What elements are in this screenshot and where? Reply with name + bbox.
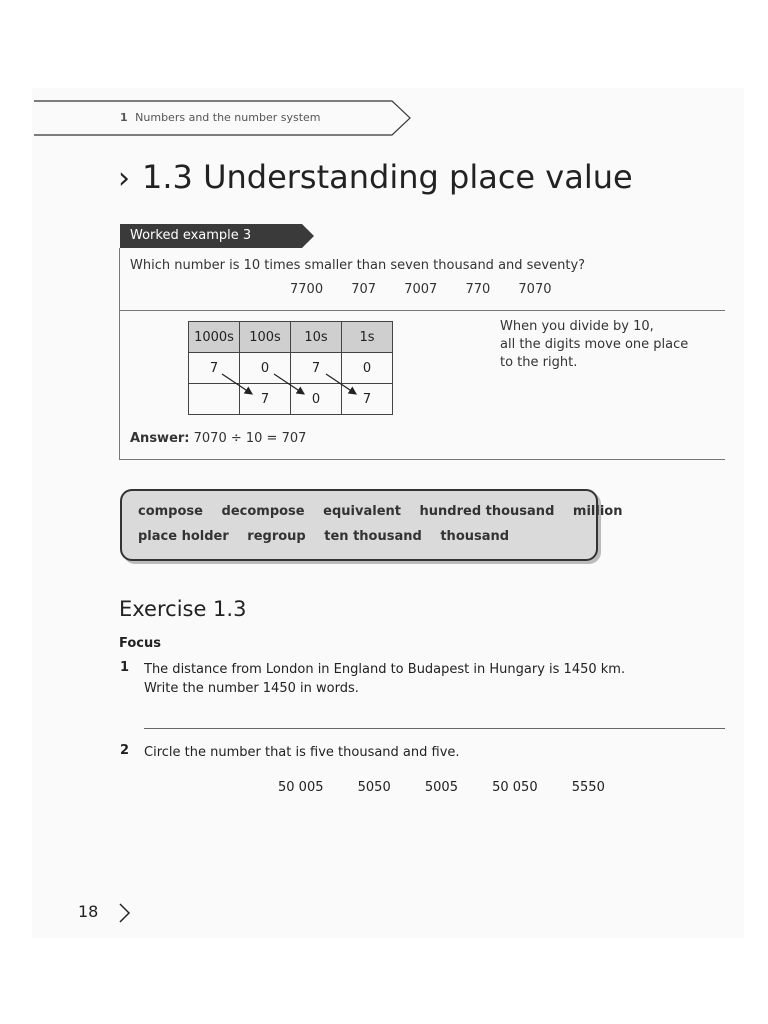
circle-option[interactable]: 5050: [357, 780, 391, 795]
chapter-number: 1: [120, 111, 128, 124]
option: 770: [465, 282, 491, 297]
key-word: decompose: [221, 504, 305, 519]
key-word: million: [572, 504, 623, 519]
answer-label: Answer:: [130, 431, 190, 446]
key-words-box: [120, 489, 623, 561]
section-title-text: 1.3 Understanding place value: [142, 158, 633, 196]
question-number: 2: [120, 743, 130, 758]
explanation-line: When you divide by 10,: [500, 319, 654, 334]
option: 7700: [290, 282, 324, 297]
table-cell: 0: [240, 353, 291, 384]
worked-example-options: [290, 282, 576, 297]
table-cell: 7: [342, 384, 393, 415]
key-word: place holder: [138, 529, 229, 544]
option: 7070: [518, 282, 552, 297]
key-word: thousand: [440, 529, 510, 544]
chevron-right-icon: ›: [118, 161, 130, 196]
table-cell: 0: [342, 353, 393, 384]
table-cell: 0: [291, 384, 342, 415]
key-word: ten thousand: [324, 529, 422, 544]
key-word: hundred thousand: [419, 504, 555, 519]
key-word: regroup: [247, 529, 306, 544]
circle-option[interactable]: 5005: [424, 780, 458, 795]
table-cell: [189, 384, 240, 415]
table-row: [189, 384, 393, 415]
answer-text: 7070 ÷ 10 = 707: [193, 431, 307, 446]
worked-example-answer: [130, 431, 306, 446]
question-2-text: Circle the number that is five thousand and five.: [144, 745, 460, 760]
question-line: Write the number 1450 in words.: [144, 681, 359, 696]
table-row: [189, 353, 393, 384]
chapter-title: [120, 111, 321, 124]
key-word: compose: [138, 504, 203, 519]
option: 707: [351, 282, 377, 297]
table-header: 1s: [342, 322, 393, 353]
question-2-options: [278, 780, 635, 795]
worked-example-bottom-rule: [119, 459, 725, 460]
question-1-text: [144, 660, 625, 698]
question-line: The distance from London in England to Budapest in Hungary is 1450 km.: [144, 662, 626, 677]
table-cell: 7: [189, 353, 240, 384]
chapter-name: Numbers and the number system: [135, 111, 321, 124]
section-title: [118, 158, 633, 196]
explanation-line: all the digits move one place: [500, 337, 689, 352]
explanation-line: to the right.: [500, 355, 578, 370]
worked-example-divider: [119, 310, 725, 311]
table-header: 10s: [291, 322, 342, 353]
worked-example-label-text: Worked example 3: [130, 228, 252, 243]
exercise-title: Exercise 1.3: [119, 597, 247, 621]
page-number: 18: [78, 902, 99, 921]
table-header: 1000s: [189, 322, 240, 353]
table-cell: 7: [291, 353, 342, 384]
focus-label: Focus: [119, 636, 161, 651]
chapter-header-tab: [34, 100, 414, 136]
circle-option[interactable]: 50 050: [492, 780, 538, 795]
circle-option[interactable]: 5550: [571, 780, 605, 795]
answer-write-line[interactable]: [144, 728, 725, 729]
question-number: 1: [120, 660, 130, 675]
table-header: 100s: [240, 322, 291, 353]
key-words-row: [138, 504, 636, 519]
chevron-right-icon: [118, 902, 132, 924]
circle-option[interactable]: 50 005: [278, 780, 324, 795]
key-word: equivalent: [323, 504, 401, 519]
option: 7007: [404, 282, 438, 297]
key-words-row: [138, 529, 523, 544]
table-cell: 7: [240, 384, 291, 415]
worked-example-question: Which number is 10 times smaller than seven thousand and seventy?: [130, 258, 586, 273]
place-value-table: [188, 321, 393, 415]
worked-example-explanation: [500, 318, 710, 372]
